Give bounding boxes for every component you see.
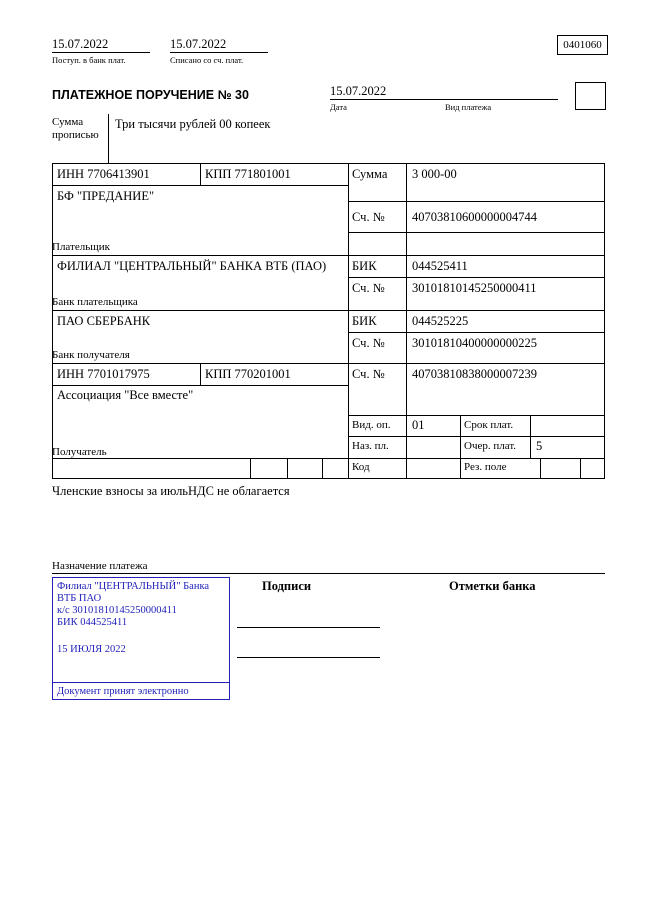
grid-line: [52, 310, 605, 311]
stamp-line: Филиал "ЦЕНТРАЛЬНЫЙ" Банка: [57, 581, 210, 592]
payer-section-label: Плательщик: [52, 241, 110, 253]
grid-line: [580, 458, 581, 478]
writeoff-date: 15.07.2022: [170, 37, 227, 51]
payee-bank-bik: 044525225: [412, 314, 469, 328]
grid-line: [460, 415, 461, 478]
payee-bank-account: 30101810400000000225: [412, 336, 537, 350]
purpose-code-label: Наз. пл.: [352, 440, 389, 452]
purpose-section-label: Назначение платежа: [52, 560, 148, 572]
priority-value: 5: [536, 439, 543, 453]
grid-line: [52, 478, 605, 479]
priority-label: Очер. плат.: [464, 440, 517, 452]
payee-bank-name: ПАО СБЕРБАНК: [57, 314, 151, 328]
payment-kind-box: [575, 82, 606, 110]
payer-bank-account: 30101810145250000411: [412, 281, 537, 295]
writeoff-date-label: Списано со сч. плат.: [170, 55, 244, 65]
amount-words-label-2: прописью: [52, 129, 99, 141]
payment-kind-label: Вид платежа: [445, 102, 492, 112]
amount-value: 3 000-00: [412, 167, 457, 181]
grid-line: [250, 458, 251, 478]
signature-line-1: [237, 627, 380, 628]
payee-account: 40703810838000007239: [412, 367, 537, 381]
receipt-date-label: Поступ. в банк плат.: [52, 55, 126, 65]
payer-inn: ИНН 7706413901: [57, 167, 150, 181]
payee-bank-account-label: Сч. №: [352, 336, 385, 350]
signature-line-2: [237, 657, 380, 658]
payer-bank-account-label: Сч. №: [352, 281, 385, 295]
stamp-line: БИК 044525411: [57, 617, 128, 628]
stamp-line: к/с 30101810145250000411: [57, 605, 177, 616]
purpose-underline: [52, 573, 605, 574]
grid-line: [52, 363, 605, 364]
signatures-header: Подписи: [262, 579, 312, 593]
bank-marks-header: Отметки банка: [449, 579, 536, 593]
grid-line: [200, 363, 201, 385]
purpose-text: Членские взносы за июльНДС не облагается: [52, 484, 290, 498]
amount-label: Сумма: [352, 167, 388, 181]
payer-bank-section-label: Банк плательщика: [52, 296, 138, 308]
grid-line: [200, 163, 201, 185]
grid-line: [348, 201, 605, 202]
payee-bank-section-label: Банк получателя: [52, 349, 130, 361]
payer-bank-bik-label: БИК: [352, 259, 377, 273]
payer-bank-bik: 044525411: [412, 259, 468, 273]
payee-kpp: КПП 770201001: [205, 367, 291, 381]
grid-line: [530, 415, 531, 458]
payer-account-label: Сч. №: [352, 210, 385, 224]
receipt-date: 15.07.2022: [52, 37, 109, 51]
payer-bank-name: ФИЛИАЛ "ЦЕНТРАЛЬНЫЙ" БАНКА ВТБ (ПАО): [57, 259, 327, 273]
amount-words-label-1: Сумма: [52, 116, 84, 128]
page-title: ПЛАТЕЖНОЕ ПОРУЧЕНИЕ № 30: [52, 88, 249, 102]
op-kind-label: Вид. оп.: [352, 419, 391, 431]
grid-line: [52, 385, 348, 386]
grid-line: [52, 255, 605, 256]
grid-line: [348, 436, 605, 437]
form-code: 0401060: [563, 39, 602, 51]
reserve-field-label: Рез. поле: [464, 461, 507, 473]
grid-line: [322, 458, 323, 478]
payee-section-label: Получатель: [52, 446, 107, 458]
grid-line: [348, 277, 605, 278]
order-date-underline: [330, 99, 558, 100]
stamp-status: Документ принят электронно: [57, 686, 189, 697]
payer-name: БФ "ПРЕДАНИЕ": [57, 189, 155, 203]
grid-line: [52, 163, 53, 478]
op-kind-value: 01: [412, 418, 425, 432]
receipt-date-underline: [52, 52, 150, 53]
grid-line: [348, 163, 349, 478]
stamp-line: ВТБ ПАО: [57, 593, 102, 604]
due-date-label: Срок плат.: [464, 419, 514, 431]
payee-inn: ИНН 7701017975: [57, 367, 150, 381]
writeoff-date-underline: [170, 52, 268, 53]
code-label: Код: [352, 461, 370, 473]
stamp-divider: [53, 682, 229, 683]
payer-account: 40703810600000004744: [412, 210, 537, 224]
amount-words-value: Три тысячи рублей 00 копеек: [115, 117, 271, 131]
payee-account-label: Сч. №: [352, 367, 385, 381]
grid-line: [406, 163, 407, 478]
grid-line: [348, 415, 605, 416]
payee-bank-bik-label: БИК: [352, 314, 377, 328]
grid-line: [52, 458, 605, 459]
order-date-label: Дата: [330, 102, 347, 112]
grid-line: [52, 163, 605, 164]
order-date: 15.07.2022: [330, 84, 387, 98]
grid-line: [287, 458, 288, 478]
grid-line: [348, 332, 605, 333]
grid-line: [108, 114, 109, 163]
grid-line: [540, 458, 541, 478]
stamp-date: 15 ИЮЛЯ 2022: [57, 644, 126, 655]
grid-line: [604, 163, 605, 478]
grid-line: [52, 185, 348, 186]
grid-line: [348, 232, 605, 233]
payee-name: Ассоциация "Все вместе": [57, 388, 194, 402]
payer-kpp: КПП 771801001: [205, 167, 291, 181]
form-code-box: [557, 35, 608, 55]
